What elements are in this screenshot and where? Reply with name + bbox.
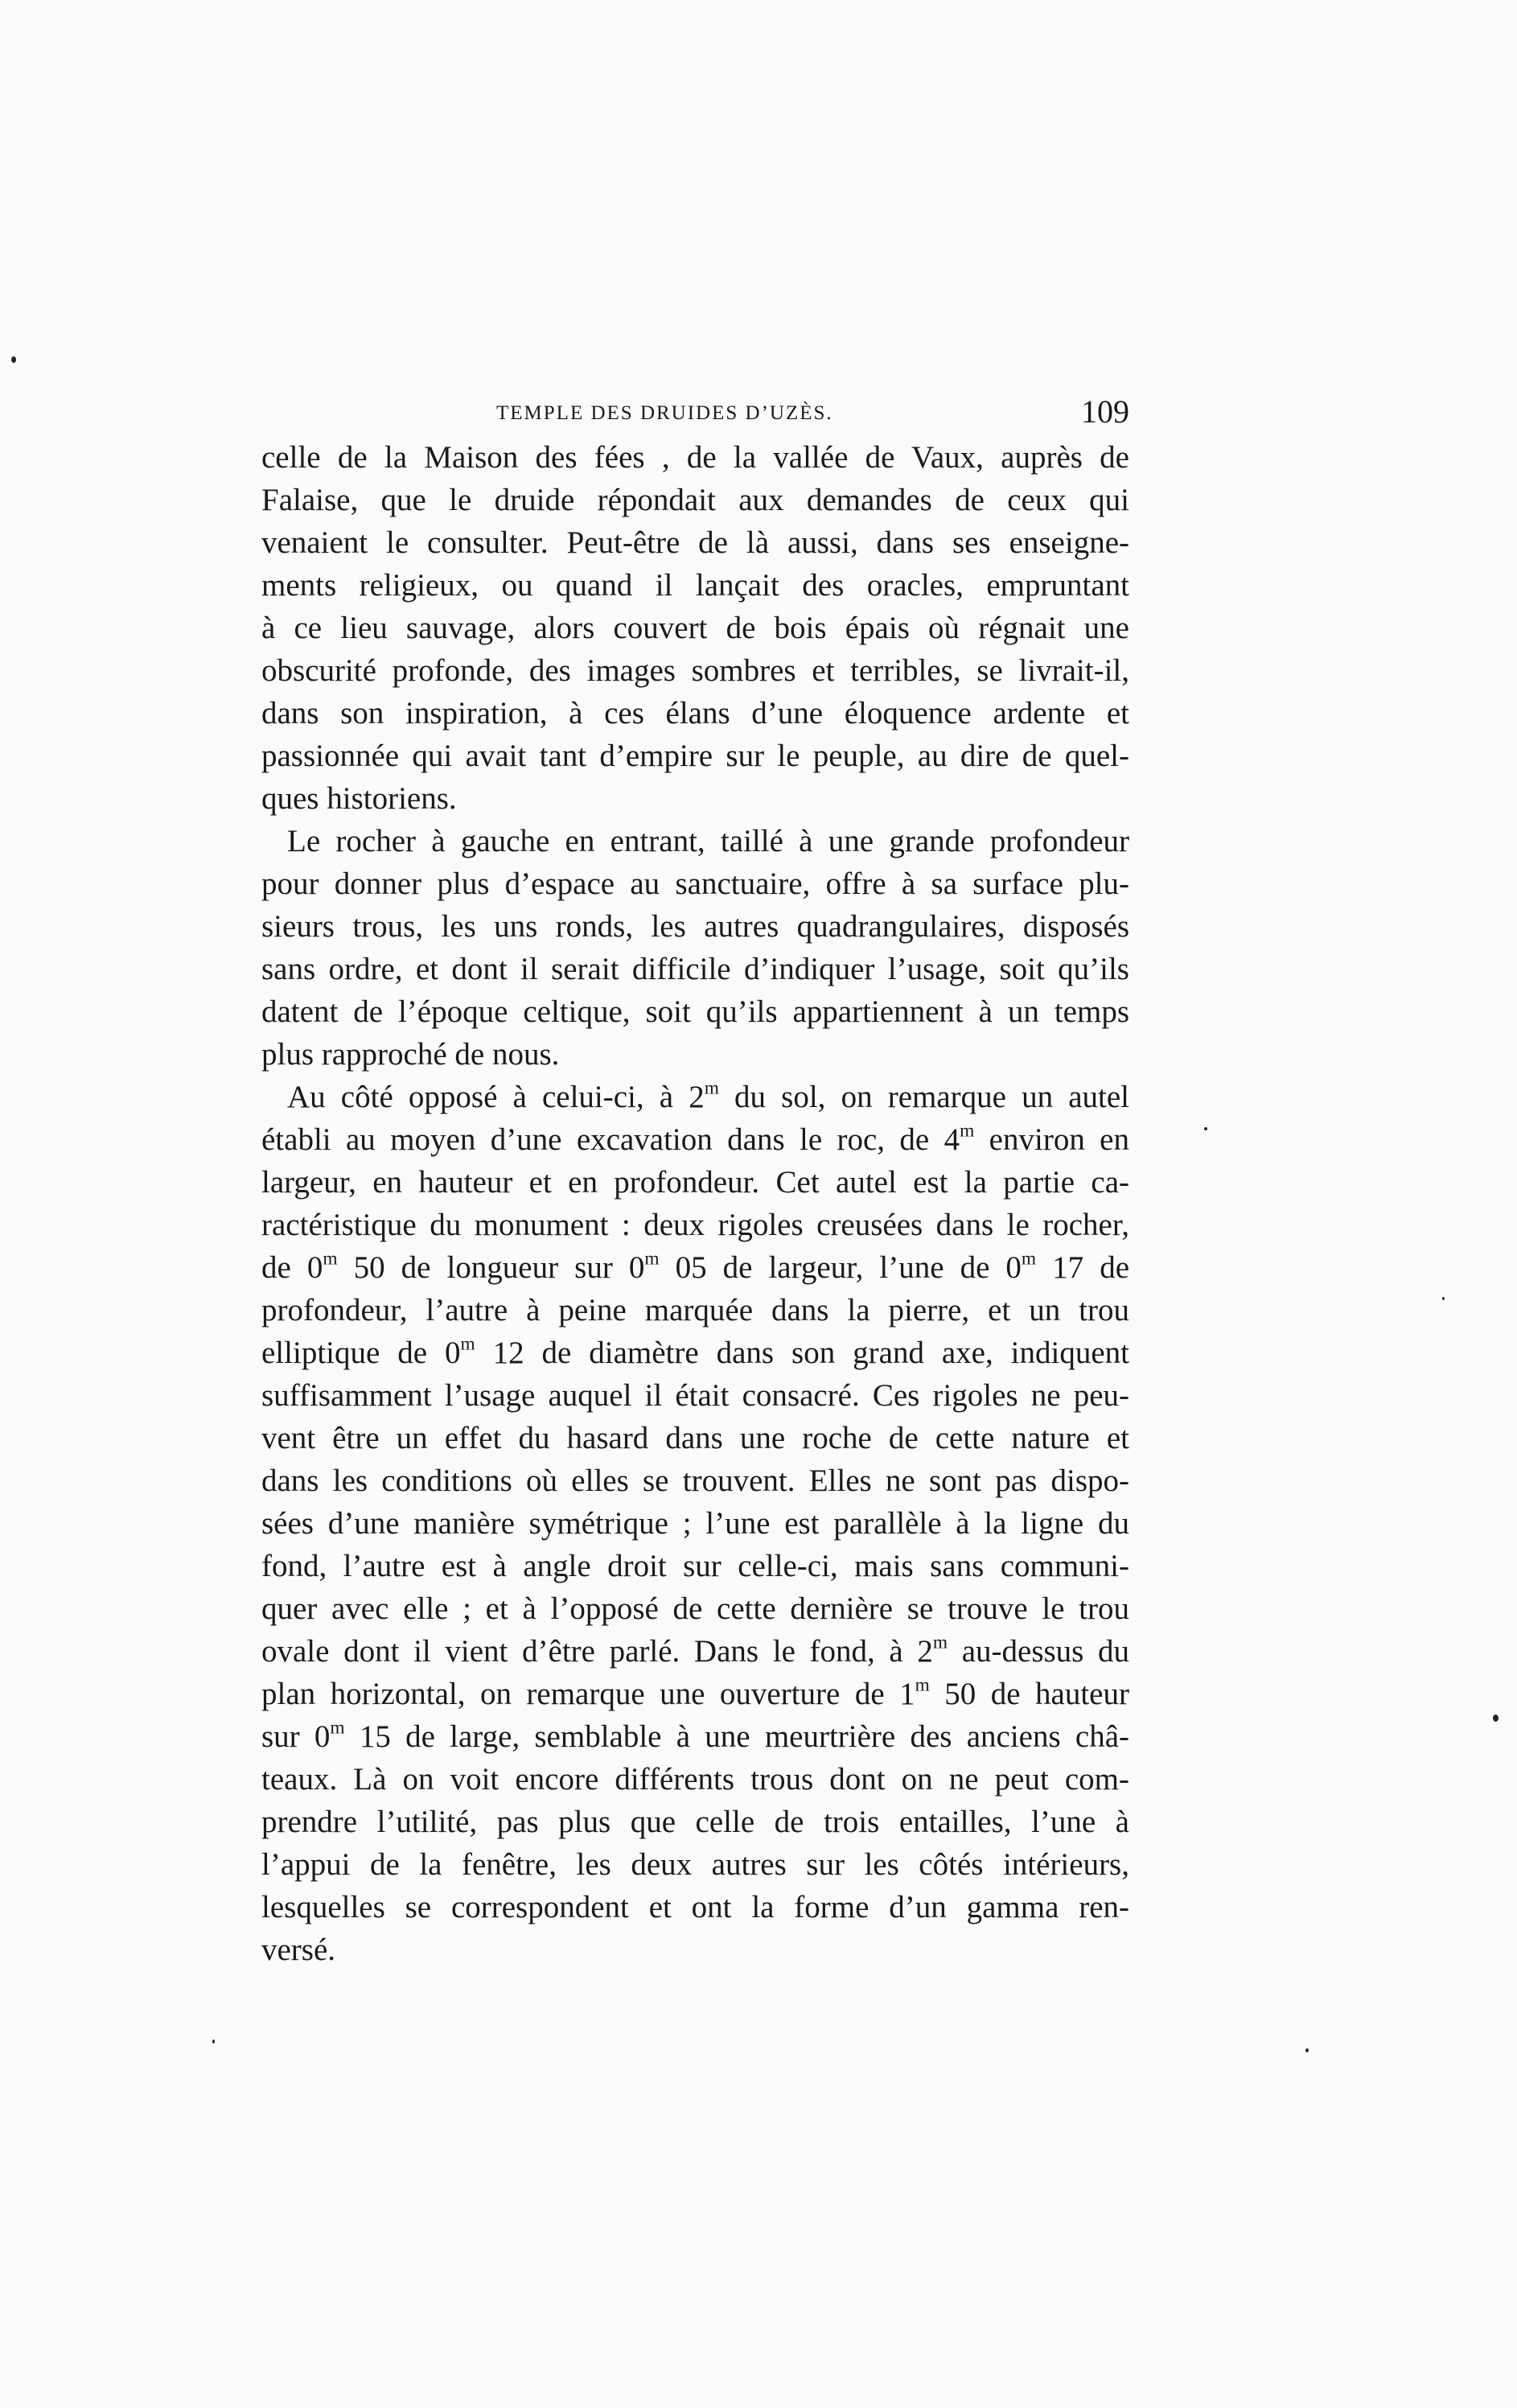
text-line (261, 1118, 1129, 1161)
text-line: passionnée qui avait tant d’empire sur le peuple, au dire de quel- (261, 739, 1129, 773)
text-line: lesquelles se correspondent et ont la forme d’un gamma ren- (261, 1890, 1129, 1924)
text-segment: 50 de hauteur (929, 1677, 1129, 1711)
scan-speck (1442, 1297, 1445, 1300)
page-number: 109 (1081, 393, 1129, 430)
text-line: sieurs trous, les uns ronds, les autres quadrangulaires, disposés (261, 909, 1129, 944)
text-segment: établi au moyen d’une excavation dans le roc, de 4 (261, 1122, 960, 1157)
text-line (261, 1630, 1129, 1673)
text-line: Le rocher à gauche en entrant, taillé à une grande profondeur (287, 824, 1129, 858)
text-line: pour donner plus d’espace au sanctuaire, offre à sa surface plu- (261, 866, 1129, 901)
text-line: celle de la Maison des fées , de la vallée de Vaux, auprès de (261, 440, 1129, 475)
text-line: obscurité profonde, des images sombres et terribles, se livrait-il, (261, 653, 1129, 688)
text-segment: du sol, on remarque un autel (718, 1080, 1129, 1114)
superscript-unit: m (932, 1632, 948, 1653)
text-segment: environ en (974, 1122, 1129, 1157)
superscript-unit: m (915, 1674, 930, 1696)
text-segment: 12 de diamètre dans son grand axe, indiquent (475, 1336, 1129, 1370)
text-line (261, 1715, 1129, 1758)
text-segment: 15 de large, semblable à une meurtrière des anciens châ- (344, 1719, 1129, 1754)
text-line: ments religieux, ou quand il lançait des oracles, empruntant (261, 568, 1129, 603)
text-segment: au-dessus du (948, 1634, 1129, 1669)
text-segment: elliptique de 0 (261, 1336, 461, 1370)
text-segment: 17 de (1036, 1250, 1130, 1285)
text-segment: plan horizontal, on remarque une ouverture de 1 (261, 1677, 915, 1711)
text-line: ques historiens. (261, 781, 457, 816)
superscript-unit: m (1021, 1248, 1037, 1270)
text-line: prendre l’utilité, pas plus que celle de trois entailles, l’une à (261, 1805, 1129, 1839)
scan-speck (1305, 2048, 1309, 2052)
superscript-unit: m (960, 1120, 975, 1142)
text-line: dans les conditions où elles se trouvent. Elles ne sont pas dispo- (261, 1463, 1129, 1498)
text-line: quer avec elle ; et à l’opposé de cette dernière se trouve le trou (261, 1591, 1129, 1626)
text-line: versé. (261, 1933, 336, 1967)
text-line: à ce lieu sauvage, alors couvert de bois épais où régnait une (261, 611, 1129, 645)
text-segment: 05 de largeur, l’une de 0 (659, 1250, 1022, 1285)
text-line: teaux. Là on voit encore différents trous dont on ne peut com- (261, 1762, 1129, 1797)
text-line: largeur, en hauteur et en profondeur. Cet autel est la partie ca- (261, 1165, 1129, 1200)
text-line: sées d’une manière symétrique ; l’une est parallèle à la ligne du (261, 1506, 1129, 1541)
superscript-unit: m (323, 1248, 338, 1270)
superscript-unit: m (704, 1077, 719, 1099)
scan-speck (11, 356, 16, 363)
text-line: plus rapproché de nous. (261, 1037, 560, 1072)
text-line: fond, l’autre est à angle droit sur celle-ci, mais sans communi- (261, 1549, 1129, 1583)
text-segment: sur 0 (261, 1719, 331, 1754)
text-line: dans son inspiration, à ces élans d’une éloquence ardente et (261, 696, 1129, 731)
text-line: profondeur, l’autre à peine marquée dans la pierre, et un trou (261, 1293, 1129, 1327)
text-line: ractéristique du monument : deux rigoles creusées dans le rocher, (261, 1208, 1129, 1242)
superscript-unit: m (330, 1717, 345, 1739)
text-segment: 50 de longueur sur 0 (337, 1250, 645, 1285)
text-segment: de 0 (261, 1250, 323, 1285)
text-line: vent être un effet du hasard dans une roche de cette nature et (261, 1421, 1129, 1455)
body-text (261, 436, 1129, 1971)
text-line: datent de l’époque celtique, soit qu’ils appartiennent à un temps (261, 994, 1129, 1029)
text-line: venaient le consulter. Peut-être de là aussi, dans ses enseigne- (261, 525, 1129, 560)
running-title: TEMPLE DES DRUIDES D’UZÈS. (496, 402, 833, 424)
text-line (261, 1332, 1129, 1374)
text-line: Falaise, que le druide répondait aux demandes de ceux qui (261, 483, 1129, 517)
scan-speck (1204, 1127, 1207, 1130)
text-segment: Au côté opposé à celui-ci, à 2 (287, 1080, 705, 1114)
superscript-unit: m (644, 1248, 660, 1270)
text-line: suffisamment l’usage auquel il était consacré. Ces rigoles ne peu- (261, 1378, 1129, 1413)
text-line (261, 1246, 1129, 1289)
text-line: l’appui de la fenêtre, les deux autres sur les côtés intérieurs, (261, 1847, 1129, 1882)
text-line (261, 1673, 1129, 1715)
scan-speck (1493, 1714, 1498, 1722)
text-segment: ovale dont il vient d’être parlé. Dans le fond, à 2 (261, 1634, 933, 1669)
page-header (261, 393, 1129, 441)
superscript-unit: m (460, 1333, 475, 1355)
text-line (261, 1076, 1129, 1118)
scan-speck (212, 2040, 215, 2044)
text-line: sans ordre, et dont il serait difficile d’indiquer l’usage, soit qu’ils (261, 952, 1129, 986)
